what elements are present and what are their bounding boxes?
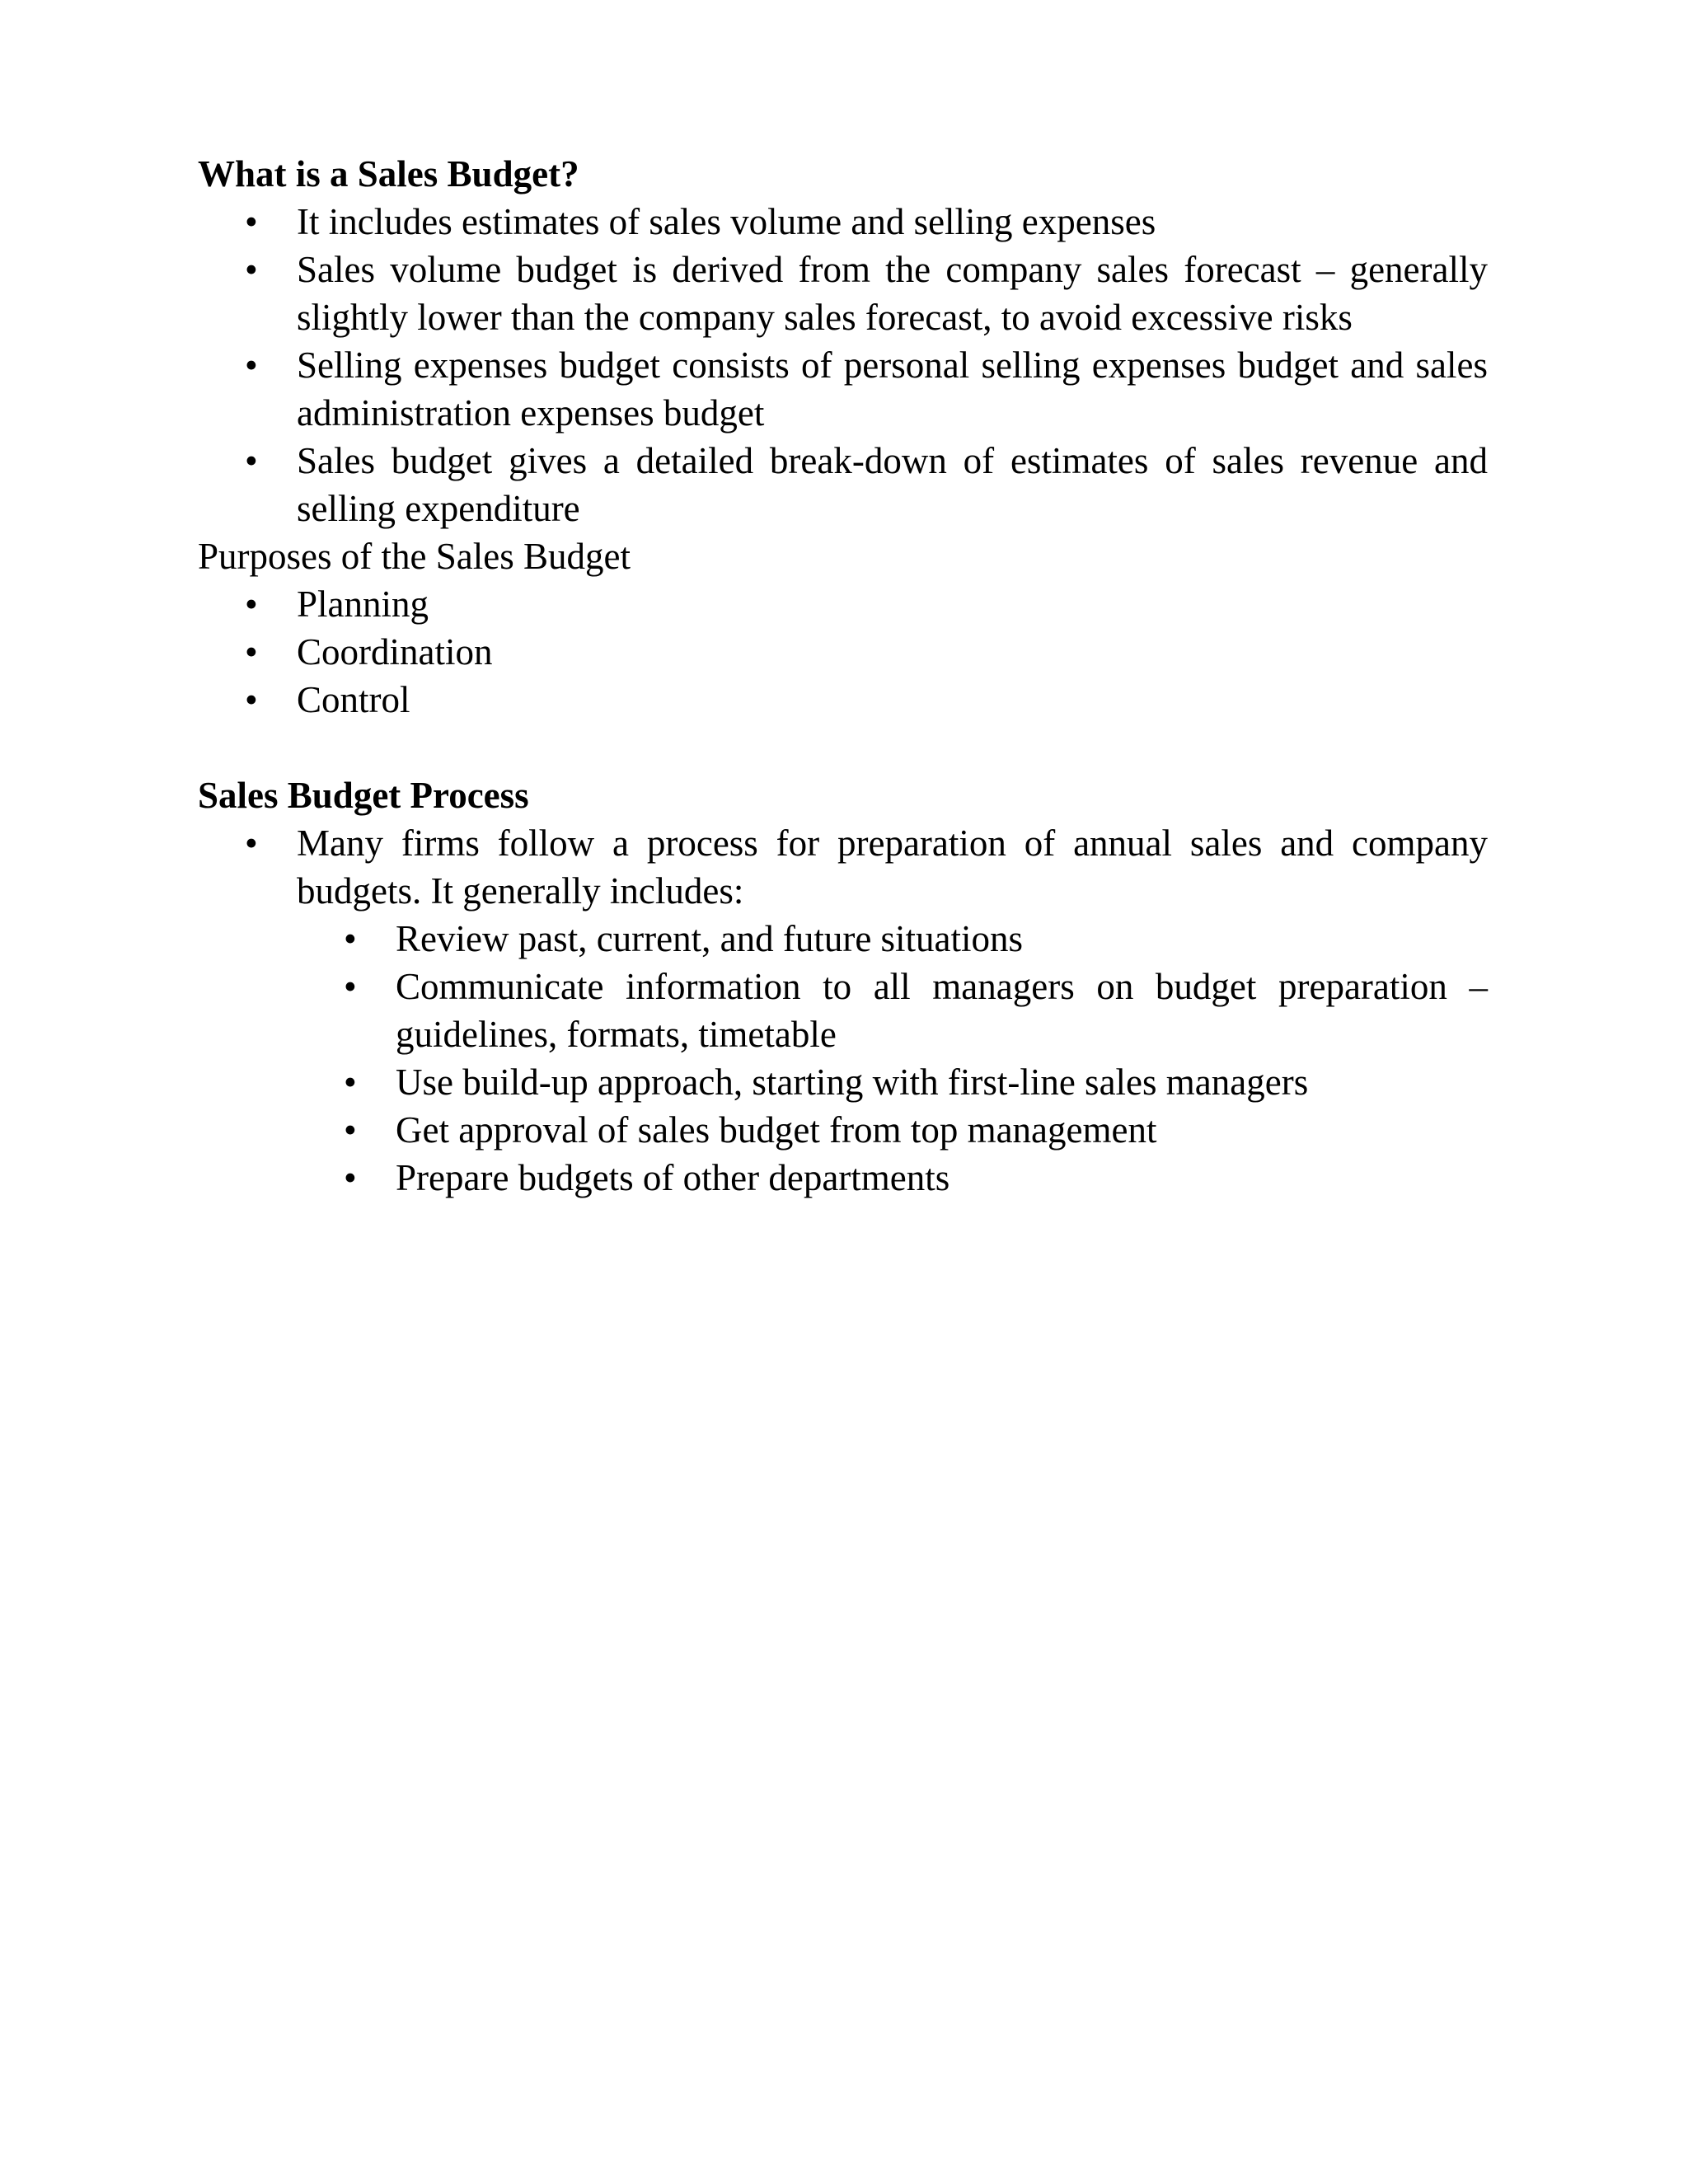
list-item: • Prepare budgets of other departments: [297, 1154, 1488, 1202]
list-item: [198, 819, 1488, 1202]
list-item: • Coordination: [198, 628, 1488, 676]
list-item: • Get approval of sales budget from top management: [297, 1106, 1488, 1154]
purposes-bullet-list: [198, 580, 1488, 724]
document-page: [198, 150, 1488, 1202]
process-bullet-list: [198, 819, 1488, 1202]
section-heading-sales-budget: What is a Sales Budget?: [198, 153, 579, 194]
process-intro-text: Many firms follow a process for preparation of annual sales and company budgets. It generally includes:: [297, 823, 1488, 912]
list-item: • Sales volume budget is derived from the company sales forecast – generally slightly lower than the company sales forecast, to avoid excessive risks: [198, 246, 1488, 341]
list-item: • It includes estimates of sales volume and selling expenses: [198, 198, 1488, 246]
list-item: • Selling expenses budget consists of personal selling expenses budget and sales administration expenses budget: [198, 341, 1488, 437]
list-item: • Planning: [198, 580, 1488, 628]
list-item: • Communicate information to all managers on budget preparation – guidelines, formats, timetable: [297, 963, 1488, 1058]
process-steps-list: [297, 915, 1488, 1202]
list-item: • Review past, current, and future situations: [297, 915, 1488, 963]
section-spacer: [198, 724, 1488, 771]
list-item: • Control: [198, 676, 1488, 724]
sales-budget-bullet-list: [198, 198, 1488, 532]
section-heading-purposes: Purposes of the Sales Budget: [198, 536, 631, 577]
list-item: • Use build-up approach, starting with first-line sales managers: [297, 1058, 1488, 1106]
section-heading-process: Sales Budget Process: [198, 775, 529, 816]
list-item: • Sales budget gives a detailed break-down of estimates of sales revenue and selling expenditure: [198, 437, 1488, 532]
